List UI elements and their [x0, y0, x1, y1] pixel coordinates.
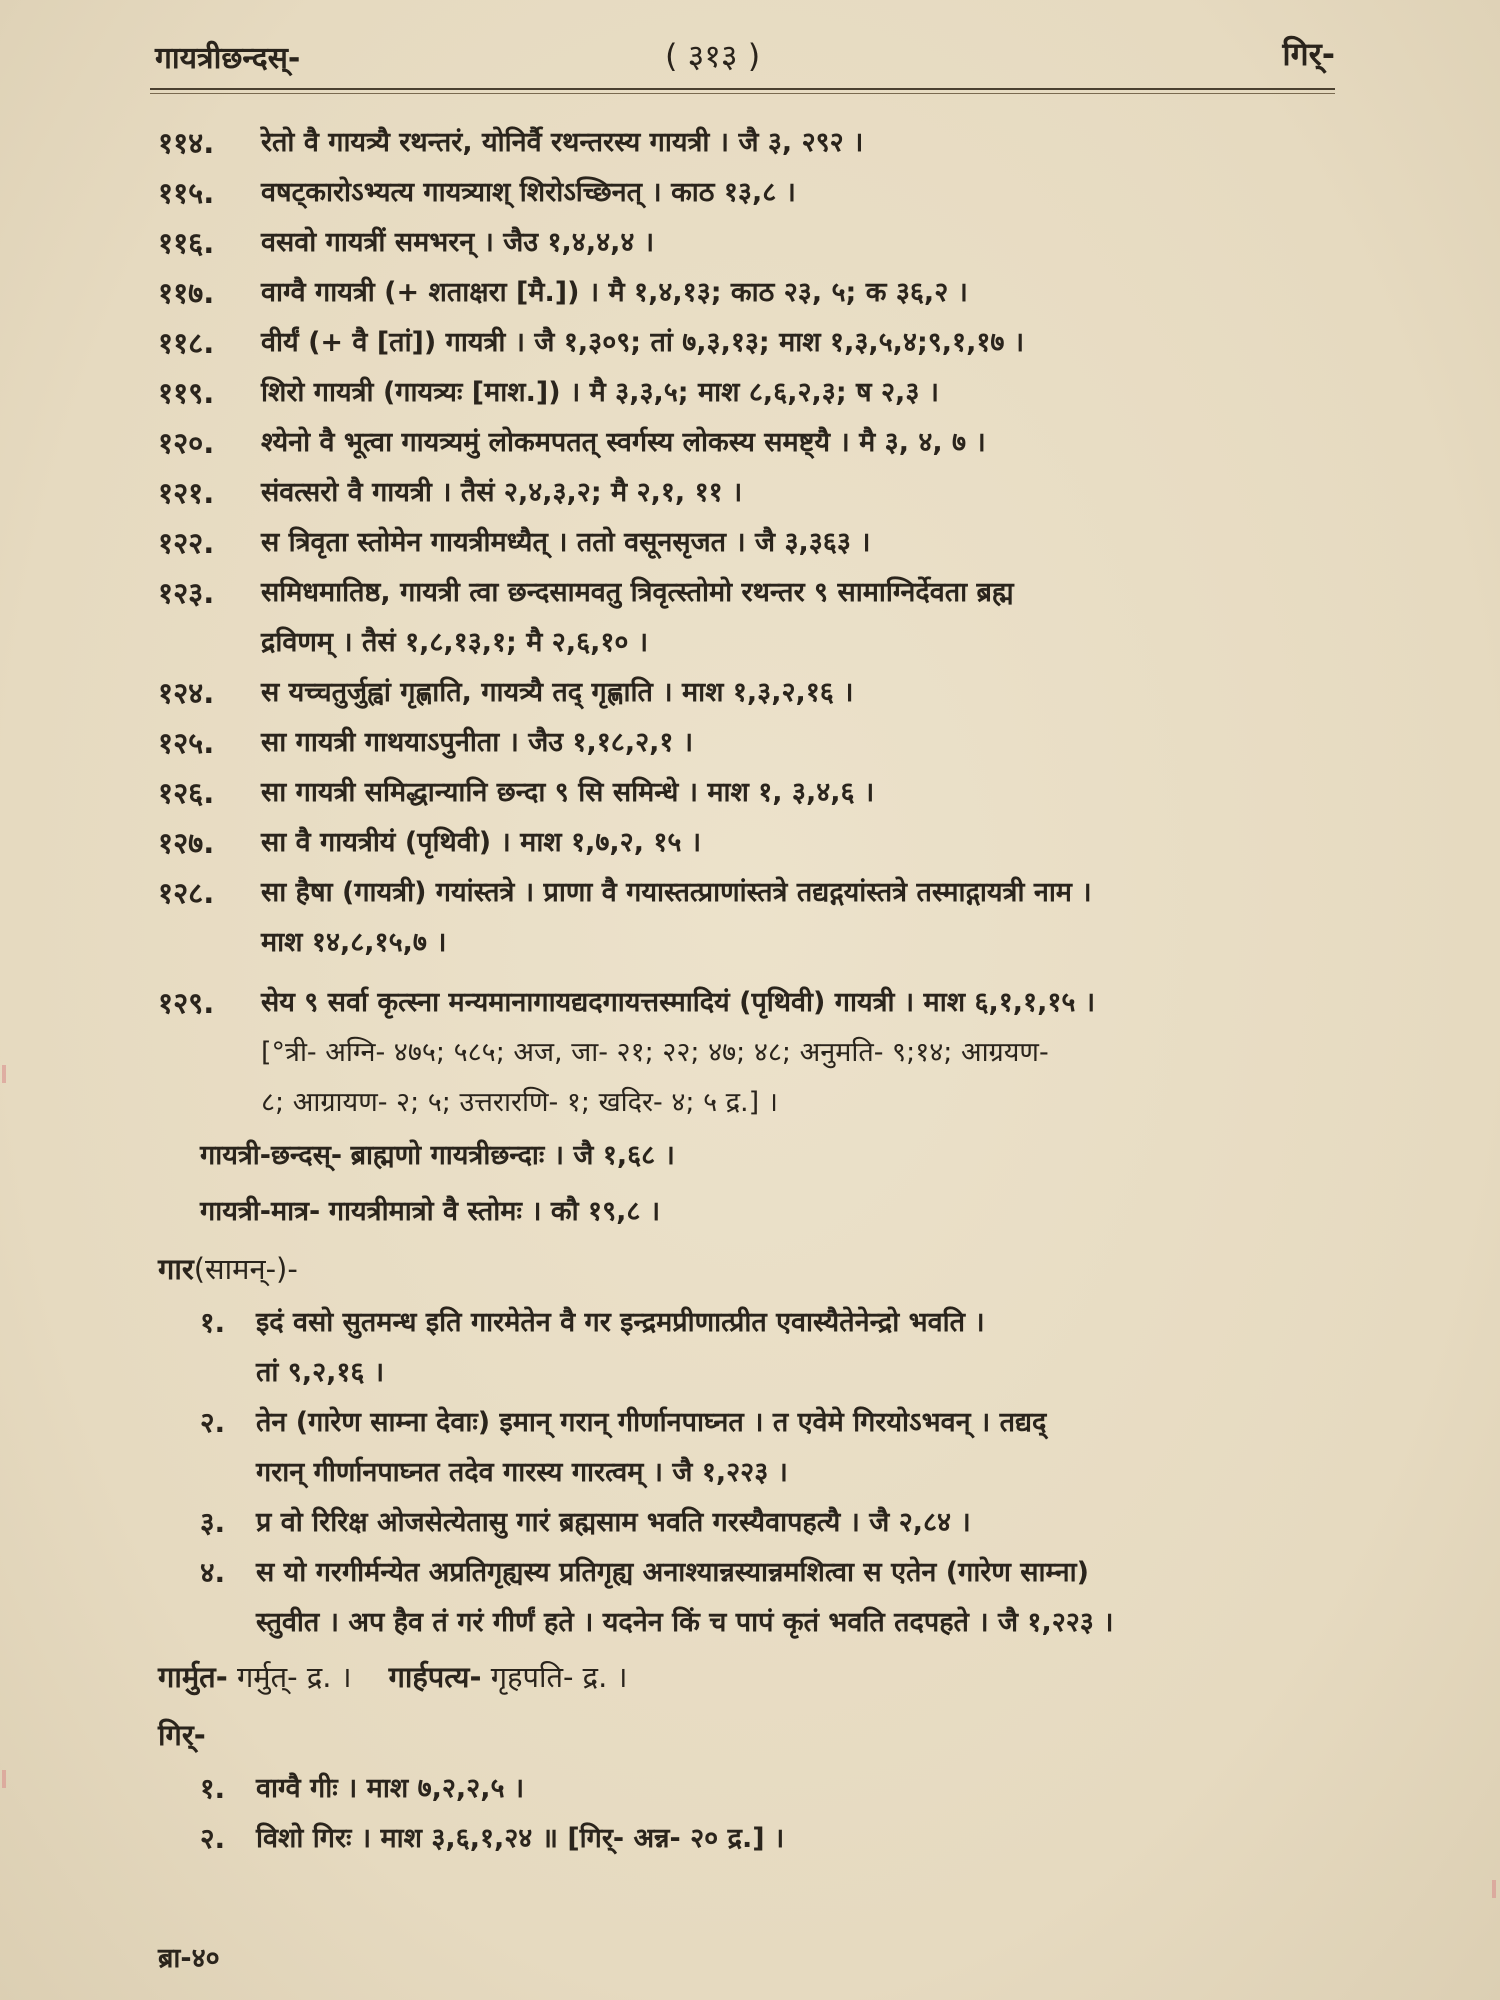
entry-number: १२९. — [158, 986, 215, 1020]
entry-text: संवत्सरो वै गायत्री । तैसं २,४,३,२; मै २,१, ११ । — [261, 477, 743, 508]
entry-text: शिरो गायत्री (गायत्र्यः [माश.]) । मै ३,३,५; माश ८,६,२,३; ष २,३ । — [261, 377, 939, 408]
entry-text-continued: द्रविणम् । तैसं १,८,१३,१; मै २,६,१० । — [261, 627, 649, 658]
entry-number: ११५. — [158, 176, 215, 210]
sub-entry-text: गायत्रीमात्रो वै स्तोमः । कौ १९,८ । — [328, 1196, 661, 1227]
item-text-continued: स्तुवीत । अप हैव तं गरं गीर्णं हते । यदनेन किं च पापं कृतं भवति तदपहते । जै १,२२३ । — [256, 1607, 1114, 1638]
page-header — [155, 30, 1335, 80]
margin-mark — [2, 1065, 6, 1083]
page-content — [158, 118, 1338, 1864]
entry-127 — [158, 818, 1338, 868]
headword: गार — [158, 1252, 194, 1286]
entry-number: ११८. — [158, 326, 215, 360]
entry-text: सा गायत्री गाथयाऽपुनीता । जैउ १,१८,२,१ । — [261, 727, 694, 758]
entry-text: समिधमातिष्ठ, गायत्री त्वा छन्दसामवतु त्रिवृत्स्तोमो रथन्तर ९ सामाग्निर्देवता ब्रह्म — [261, 577, 1014, 608]
entry-text: वसवो गायत्रीं समभरन् । जैउ १,४,४,४ । — [261, 227, 655, 258]
entry-129 — [158, 978, 1338, 1128]
entry-122 — [158, 518, 1338, 568]
entry-number: १२०. — [158, 426, 215, 460]
item-number: १. — [200, 1306, 226, 1339]
item-number: १. — [200, 1772, 226, 1805]
entry-text-continued: माश १४,८,१५,७ । — [261, 927, 447, 958]
item-text-continued: गरान् गीर्णानपाघ्नत तदेव गारस्य गारत्वम् । जै १,२२३ । — [256, 1457, 788, 1488]
gir-item-1 — [158, 1764, 1338, 1814]
margin-mark — [1492, 1880, 1496, 1898]
entry-124 — [158, 668, 1338, 718]
entry-text: वाग्वै गायत्री (+ शताक्षरा [मै.]) । मै १,४,१३; काठ २३, ५; क ३६,२ । — [261, 277, 968, 308]
item-text: स यो गरगीर्मन्येत अप्रतिगृह्यस्य प्रतिगृह्य अनाश्यान्नस्यान्नमशित्वा स एतेन (गारेण साम्ना) — [256, 1557, 1089, 1588]
gara-item-3 — [158, 1498, 1338, 1548]
entry-text: स त्रिवृता स्तोमेन गायत्रीमध्यैत् । ततो वसूनसृजत । जै ३,३६३ । — [261, 527, 871, 558]
headword: गिर्- — [158, 1718, 206, 1752]
entry-text: सेय ९ सर्वा कृत्स्ना मन्यमानागायद्यदगायत्तस्मादियं (पृथिवी) गायत्री । माश ६,१,१,१५ । — [261, 987, 1096, 1018]
gara-item-1 — [158, 1298, 1338, 1398]
entry-number: ११७. — [158, 276, 215, 310]
header-left-term: गायत्रीछन्दस्- — [155, 41, 301, 76]
header-rule — [150, 88, 1335, 90]
sub-entry-head: गायत्री-छन्दस्- — [200, 1140, 343, 1171]
entry-text: रेतो वै गायत्र्यै रथन्तरं, योनिर्वै रथन्तरस्य गायत्री । जै ३, २९२ । — [261, 127, 864, 158]
item-number: २. — [200, 1406, 226, 1439]
entry-text: सा हैषा (गायत्री) गयांस्तत्रे । प्राणा वै गयास्तत्प्राणांस्तत्रे तद्यद्गयांस्तत्रे तस्माद्गायत्री नाम । — [261, 877, 1092, 908]
sub-entry-gayatri-matra — [158, 1184, 1338, 1240]
entry-number: १२४. — [158, 676, 215, 710]
entry-text: वीर्यं (+ वै [तां]) गायत्री । जै १,३०९; तां ७,३,१३; माश १,३,५,४;९,१,१७ । — [261, 327, 1025, 358]
entry-125 — [158, 718, 1338, 768]
item-number: ४. — [200, 1556, 226, 1589]
gara-item-4 — [158, 1548, 1338, 1648]
entry-118 — [158, 318, 1338, 368]
entry-number: १२१. — [158, 476, 215, 510]
entry-116 — [158, 218, 1338, 268]
sub-entry-text: ब्राह्मणो गायत्रीछन्दाः । जै १,६८ । — [350, 1140, 675, 1171]
entry-text: श्येनो वै भूत्वा गायत्र्यमुं लोकमपतत् स्वर्गस्य लोकस्य समष्ट्यै । मै ३, ४, ७ । — [261, 427, 986, 458]
entry-128 — [158, 868, 1338, 968]
entry-number: १२३. — [158, 576, 215, 610]
see-reference: गर्मुत्- द्र. । — [236, 1660, 352, 1694]
header-right-term: गिर्- — [1282, 35, 1335, 73]
item-text: इदं वसो सुतमन्ध इति गारमेतेन वै गर इन्द्रमप्रीणात्प्रीत एवास्यैतेनेन्द्रो भवति । — [256, 1307, 985, 1338]
page-number: ( ३१३ ) — [665, 37, 761, 75]
entry-text: वषट्कारोऽभ्यत्य गायत्र्याश् शिरोऽच्छिनत् । काठ १३,८ । — [261, 177, 796, 208]
entry-number: १२७. — [158, 826, 215, 860]
item-text: प्र वो रिरिक्ष ओजसेत्येतासु गारं ब्रह्मसाम भवति गरस्यैवापहत्यै । जै २,८४ । — [256, 1507, 971, 1538]
entry-126 — [158, 768, 1338, 818]
cross-reference-continued: ८; आग्रायण- २; ५; उत्तरारणि- १; खदिर- ४; ५ द्र.] । — [261, 1087, 778, 1118]
entry-number: १२५. — [158, 726, 215, 760]
margin-mark — [2, 1770, 6, 1788]
cross-reference-line — [158, 1648, 1338, 1706]
item-number: २. — [200, 1822, 226, 1855]
item-text: तेन (गारेण साम्ना देवाः) इमान् गरान् गीर्णानपाघ्नत । त एवेमे गिरयोऽभवन् । तद्यद् — [256, 1407, 1047, 1438]
entry-number: ११९. — [158, 376, 215, 410]
signature-mark: ब्रा-४० — [158, 1943, 220, 1974]
item-text: विशो गिरः । माश ३,६,१,२४ ॥ [गिर्- अन्न- २० द्र.] । — [256, 1823, 785, 1854]
entry-number: ११६. — [158, 226, 215, 260]
item-text-continued: तां ९,२,१६ । — [256, 1357, 385, 1388]
gara-item-2 — [158, 1398, 1338, 1498]
sub-entry-head: गायत्री-मात्र- — [200, 1196, 321, 1227]
headword-gir — [158, 1706, 1338, 1764]
headword-qualifier: (सामन्-)- — [193, 1252, 298, 1286]
entry-115 — [158, 168, 1338, 218]
sub-entry-gayatri-chandas — [158, 1128, 1338, 1184]
headword: गार्मुत- — [158, 1660, 228, 1694]
see-reference: गृहपति- द्र. । — [490, 1660, 628, 1694]
entry-119 — [158, 368, 1338, 418]
headword: गार्हपत्य- — [388, 1660, 482, 1694]
entry-text: सा गायत्री समिद्धान्यानि छन्दा ९ सि समिन्धे । माश १, ३,४,६ । — [261, 777, 875, 808]
headword-gara — [158, 1240, 1338, 1298]
item-text: वाग्वै गीः । माश ७,२,२,५ । — [256, 1773, 525, 1804]
entry-114 — [158, 118, 1338, 168]
entry-121 — [158, 468, 1338, 518]
entry-number: ११४. — [158, 126, 215, 160]
entry-117 — [158, 268, 1338, 318]
gir-item-2 — [158, 1814, 1338, 1864]
entry-number: १२८. — [158, 876, 215, 910]
header-rule-thin — [150, 93, 1335, 94]
cross-reference: [°त्री- अग्नि- ४७५; ५८५; अज, जा- २१; २२; ४७; ४८; अनुमति- ९;१४; आग्रयण- — [261, 1037, 1049, 1068]
entry-120 — [158, 418, 1338, 468]
item-number: ३. — [200, 1506, 226, 1539]
entry-123 — [158, 568, 1338, 668]
entry-text: स यच्चतुर्जुह्वां गृह्णाति, गायत्र्यै तद् गृह्णाति । माश १,३,२,१६ । — [261, 677, 854, 708]
entry-number: १२२. — [158, 526, 215, 560]
entry-number: १२६. — [158, 776, 215, 810]
entry-text: सा वै गायत्रीयं (पृथिवी) । माश १,७,२, १५ । — [261, 827, 702, 858]
